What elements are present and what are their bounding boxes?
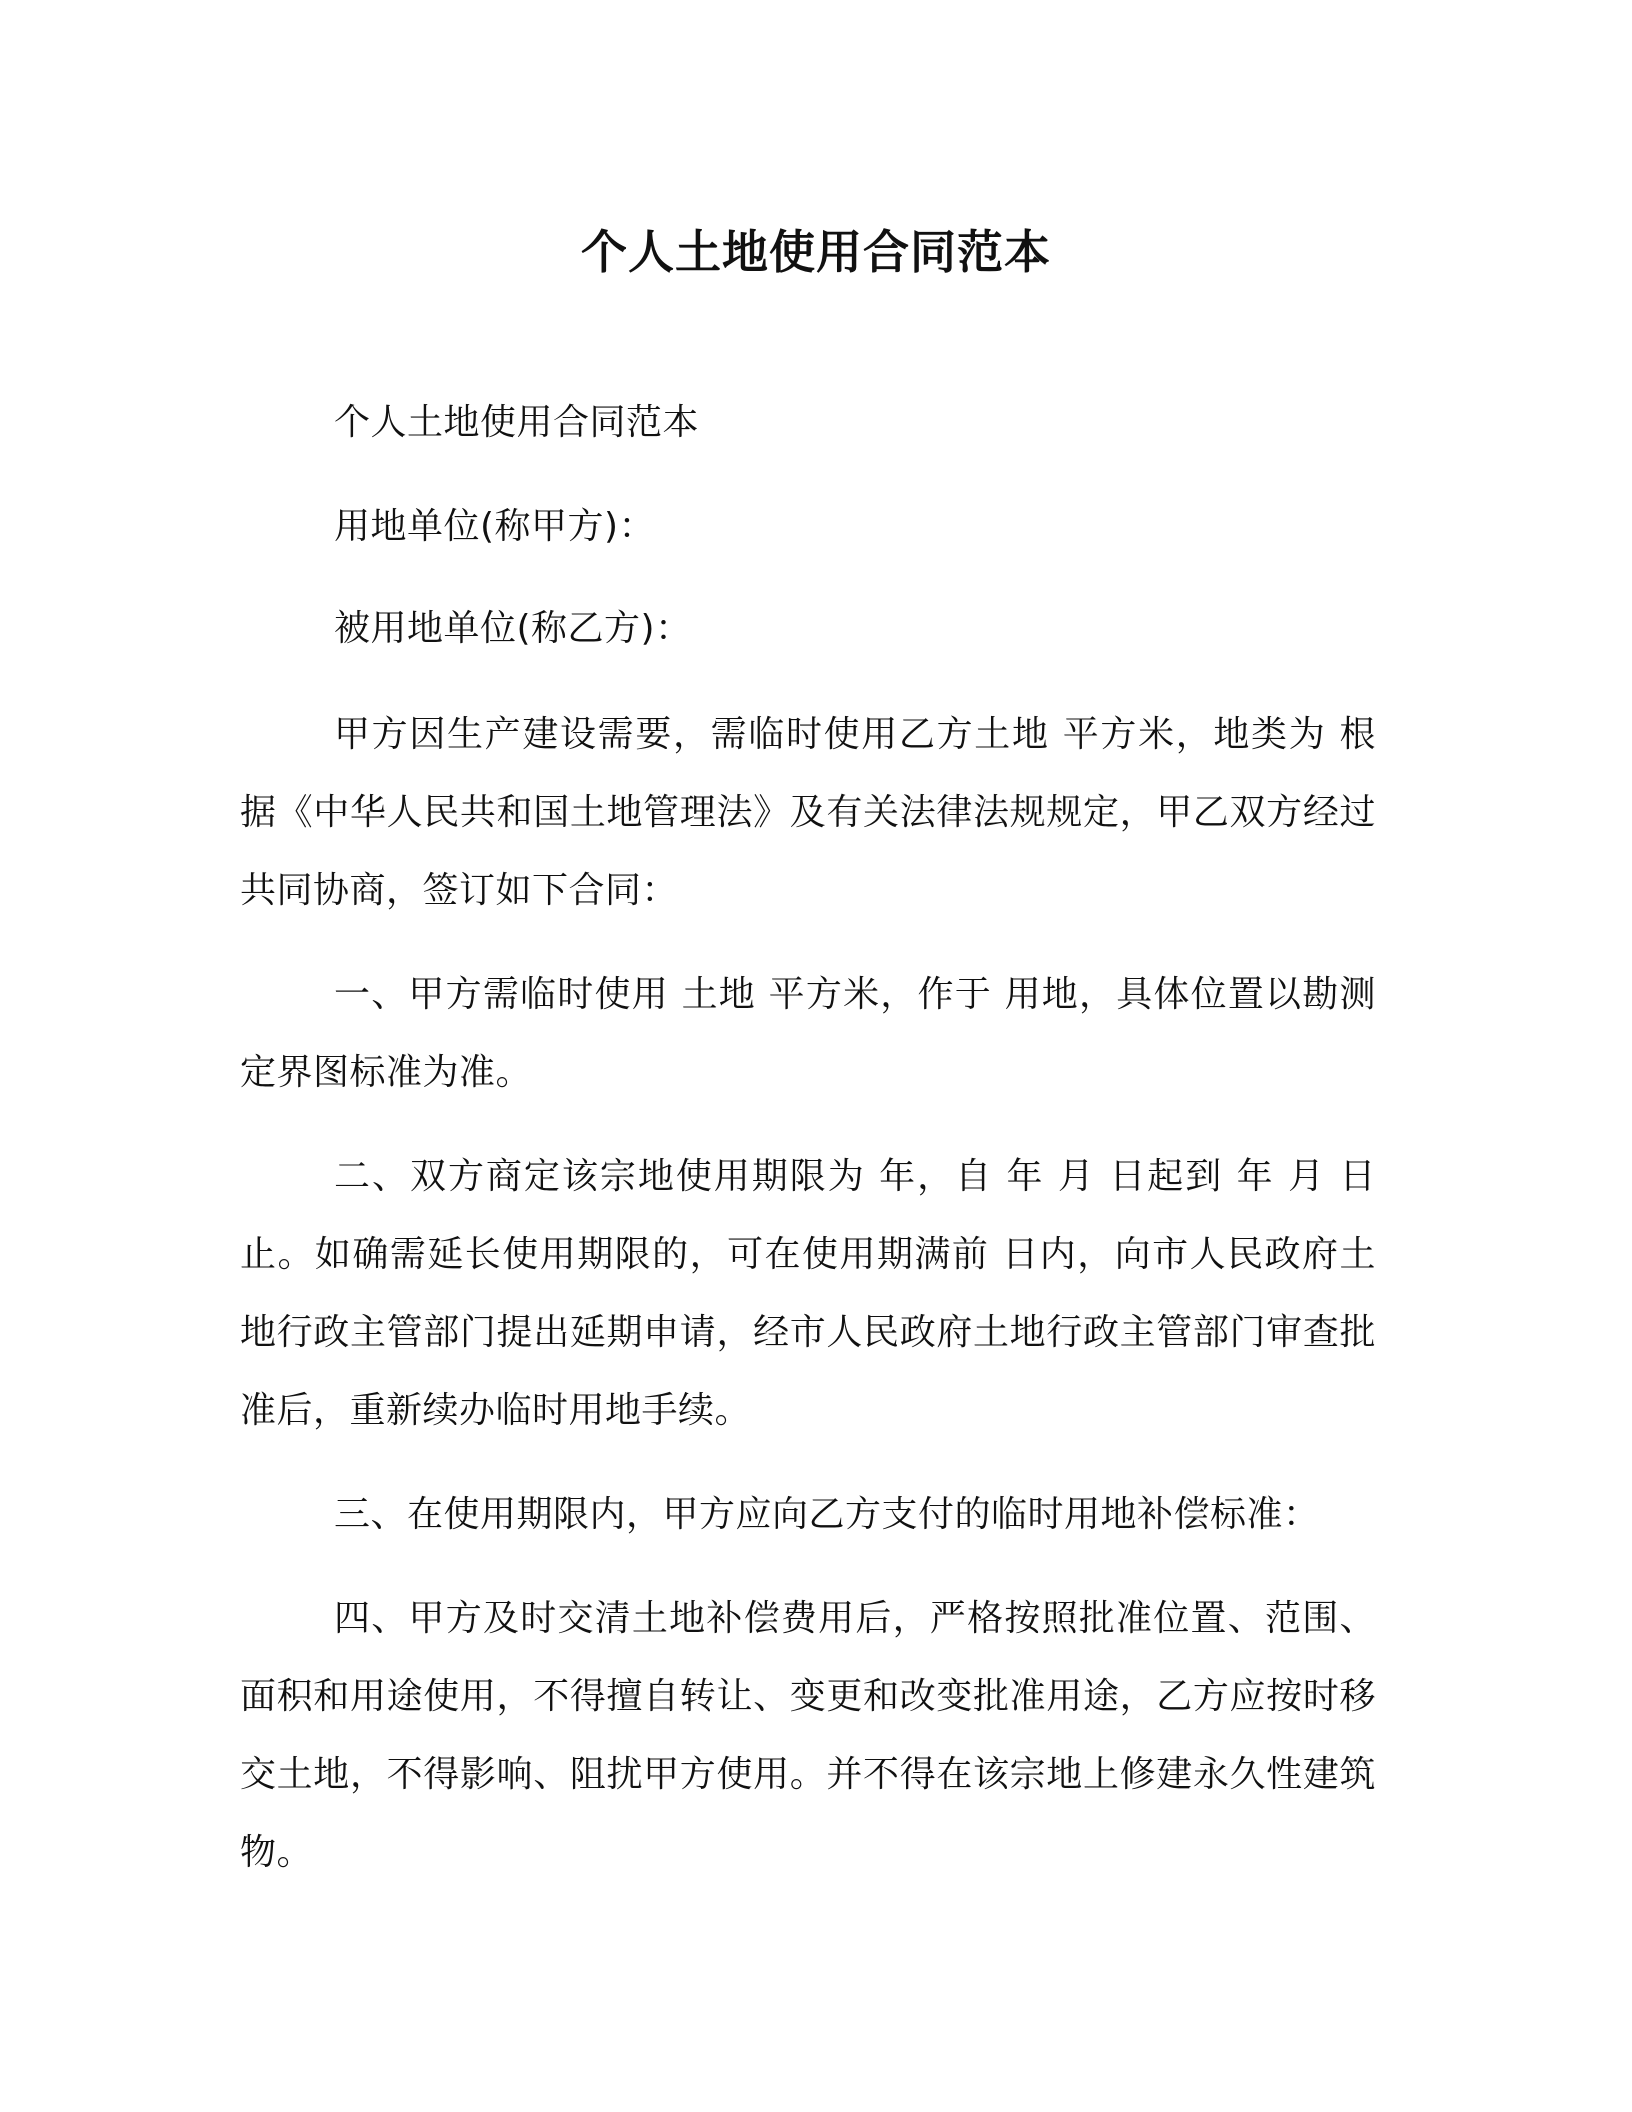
contract-subtitle: 个人土地使用合同范本 [334, 402, 700, 443]
article-1: 一、甲方需临时使用 土地 平方米，作于 用地，具体位置以勘测定界图标准为准。 [240, 974, 1376, 1093]
article-3: 三、在使用期限内，甲方应向乙方支付的临时用地补偿标准： [334, 1494, 1320, 1535]
article-2: 二、双方商定该宗地使用期限为 年，自 年 月 日起到 年 月 日止。如确需延长使用期限的，可在使用期满前 日内，向市人民政府土地行政主管部门提出延期申请，经市人民政府土地行政主管部门审查批准后，重新续办临时用地手续。 [240, 1156, 1376, 1431]
party-b-line: 被用地单位(称乙方)： [334, 608, 692, 649]
document-title: 个人土地使用合同范本 [581, 225, 1051, 279]
article-4: 四、甲方及时交清土地补偿费用后，严格按照批准位置、范围、面积和用途使用，不得擅自转让、变更和改变批准用途，乙方应按时移交土地，不得影响、阻扰甲方使用。并不得在该宗地上修建永久性建筑物。 [240, 1598, 1376, 1873]
intro-paragraph: 甲方因生产建设需要，需临时使用乙方土地 平方米，地类为 根据《中华人民共和国土地管理法》及有关法律法规规定，甲乙双方经过共同协商，签订如下合同： [240, 714, 1376, 911]
party-a-line: 用地单位(称甲方)： [334, 506, 656, 547]
